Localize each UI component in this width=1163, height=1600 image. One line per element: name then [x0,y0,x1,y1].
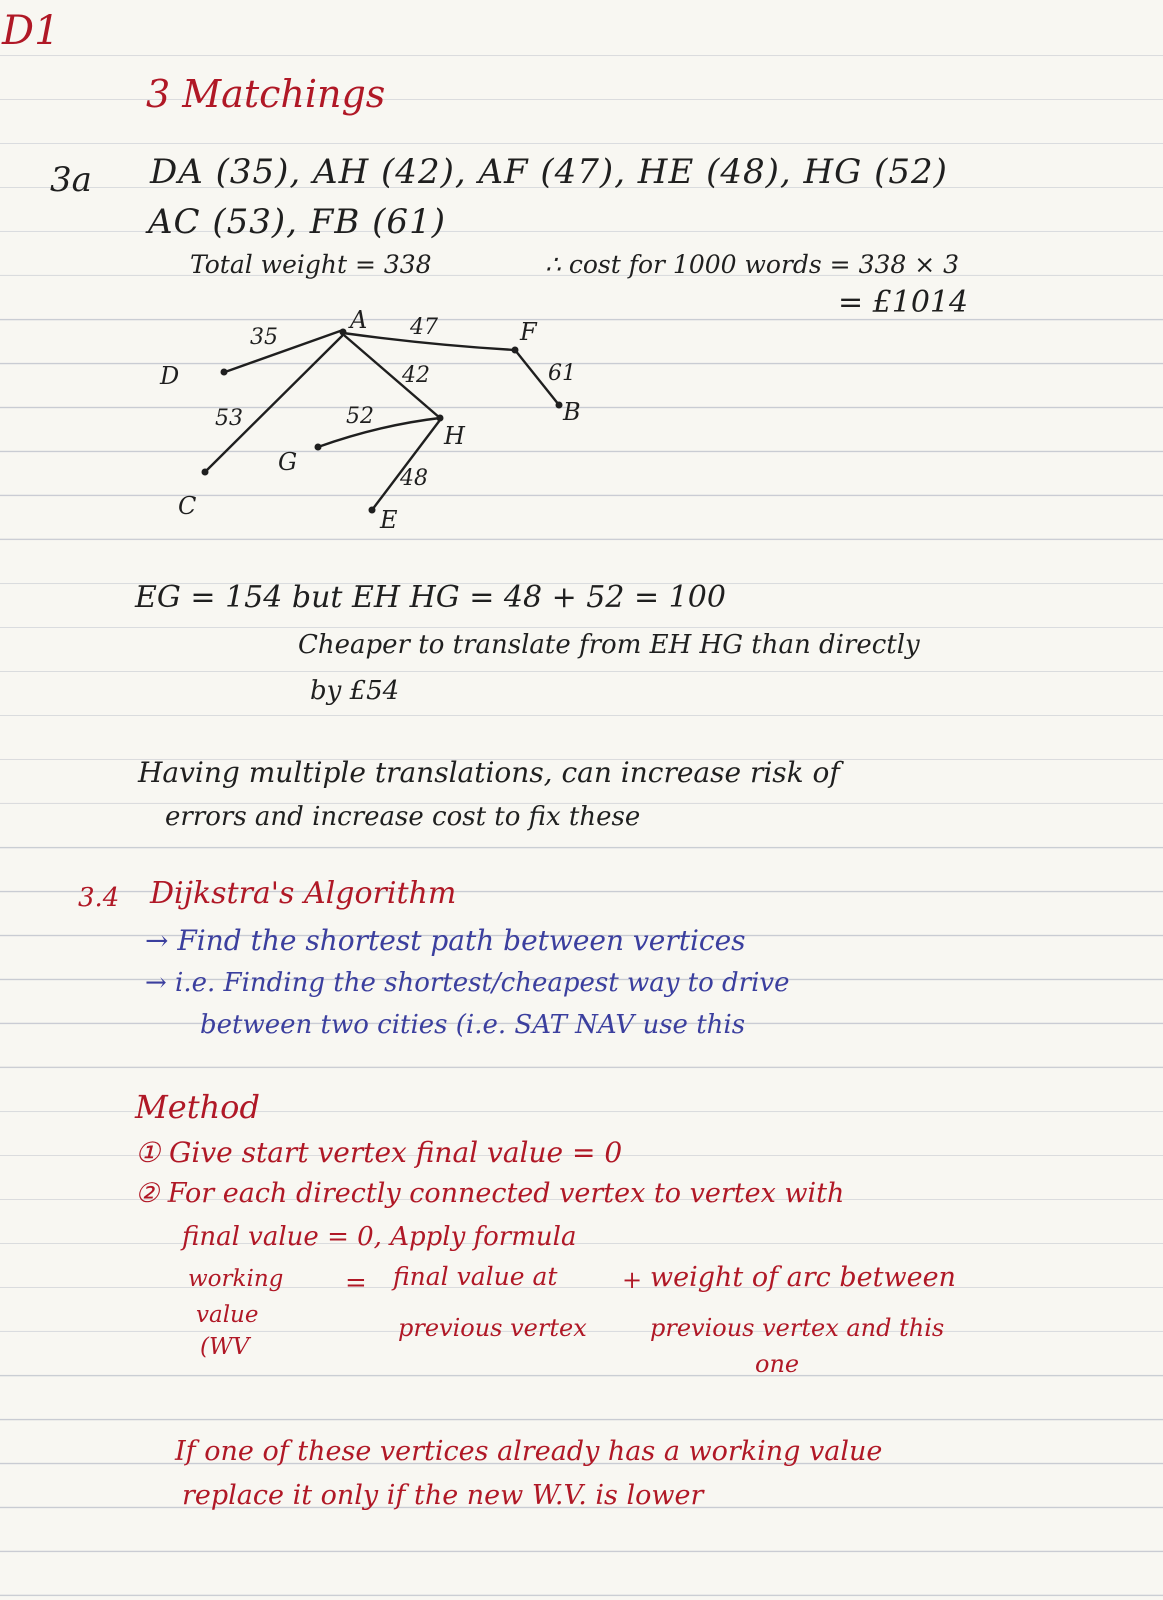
vertex-a-dot [340,329,347,336]
method-title: Method [135,1088,260,1126]
cost-result: = £1014 [838,285,969,320]
vertex-label-f: F [520,318,537,346]
cost-calculation: ∴ cost for 1000 words = 338 × 3 [545,250,960,279]
eg-saving: by £54 [310,676,400,706]
method-step-1: ① Give start vertex final value = 0 [135,1136,623,1169]
edge-he [372,420,440,510]
wv-label-line2: value [196,1302,259,1328]
eg-comparison: EG = 154 but EH HG = 48 + 52 = 100 [135,580,726,615]
dijkstra-point-1: → Find the shortest path between vertices [145,924,746,957]
vertex-g-dot [315,444,322,451]
formula-plus: + [622,1266,643,1294]
weight-ah: 42 [402,363,430,388]
vertex-b-dot [556,402,563,409]
section-number: 3.4 [78,883,120,913]
formula-term2-line3: one [755,1350,800,1378]
vertex-label-h: H [444,422,465,450]
weight-ac: 53 [215,406,243,431]
dijkstra-point-2-line1: → i.e. Finding the shortest/cheapest way to drive [145,968,790,998]
formula-term2-line1: weight of arc between [650,1262,956,1293]
weight-fb: 61 [548,361,576,386]
rule-line2: replace it only if the new W.V. is lower [182,1480,704,1511]
vertex-f-dot [512,347,519,354]
formula-term1-line2: previous vertex [398,1314,587,1342]
vertex-label-c: C [178,492,197,520]
question-label: 3a [50,160,92,200]
page-label: D1 [2,8,60,54]
vertex-label-b: B [563,398,581,426]
vertex-label-d: D [160,362,180,390]
wv-label-line1: working [188,1266,284,1292]
dijkstra-point-2-line2: between two cities (i.e. SAT NAV use this [200,1010,746,1040]
formula-equals: = [345,1268,367,1298]
weight-af: 47 [410,315,438,340]
vertex-label-e: E [380,506,398,534]
method-step-2-line2: final value = 0, Apply formula [182,1222,577,1252]
total-weight: Total weight = 338 [190,250,432,279]
rule-line1: If one of these vertices already has a working value [175,1436,883,1467]
risk-note-line2: errors and increase cost to fix these [165,802,641,832]
weight-gh: 52 [346,404,374,429]
vertex-c-dot [202,469,209,476]
chapter-title: 3 Matchings [146,72,386,116]
section-title: Dijkstra's Algorithm [150,876,457,911]
wv-label-line3: (WV [200,1334,250,1360]
matching-list-line1: DA (35), AH (42), AF (47), HE (48), HG (52) [150,152,948,192]
vertex-label-a: A [350,306,368,334]
weight-da: 35 [250,325,278,350]
vertex-h-dot [437,415,444,422]
eg-cheaper-note: Cheaper to translate from EH HG than directly [298,630,920,660]
vertex-d-dot [221,369,228,376]
formula-term1-line1: final value at [393,1262,558,1291]
method-step-2-line1: ② For each directly connected vertex to vertex with [135,1178,845,1209]
matching-list-line2: AC (53), FB (61) [148,202,446,242]
formula-term2-line2: previous vertex and this [650,1314,945,1342]
weight-he: 48 [400,466,428,491]
risk-note-line1: Having multiple translations, can increase risk of [138,756,840,789]
vertex-e-dot [369,507,376,514]
vertex-label-g: G [278,448,298,476]
